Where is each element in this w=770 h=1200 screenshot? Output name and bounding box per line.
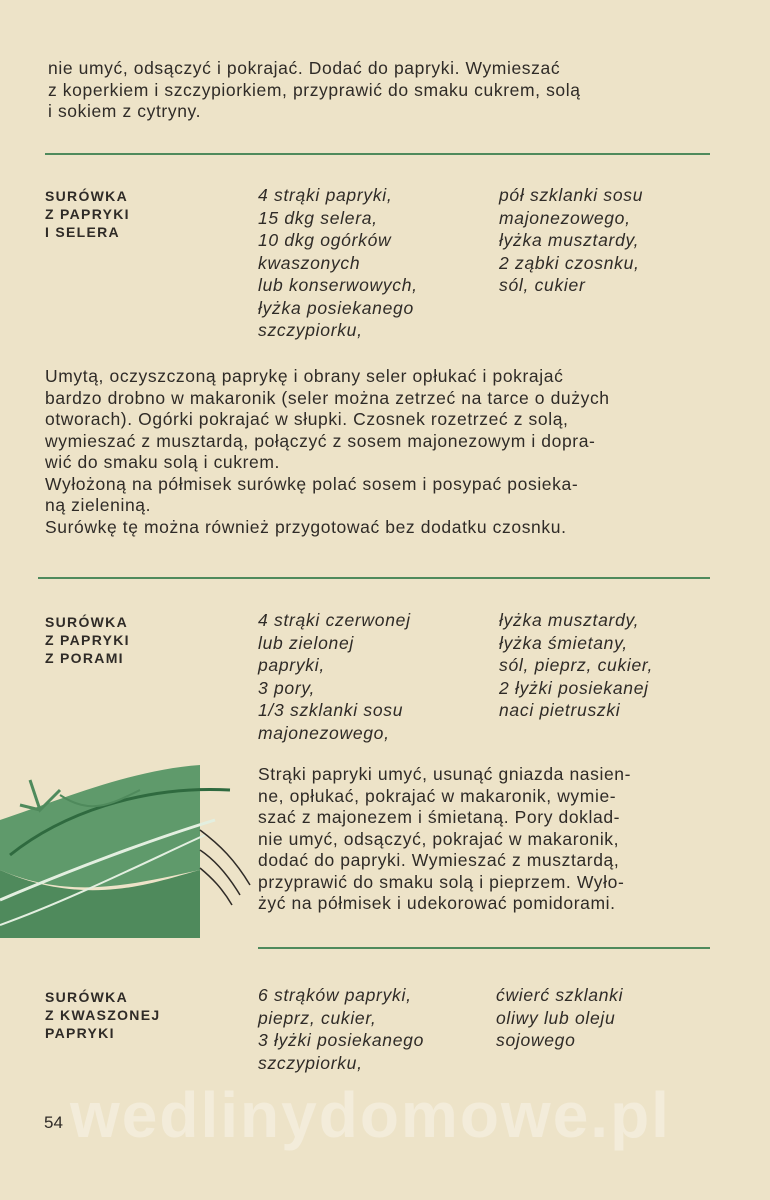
ingredient: lub konserwowych, — [258, 275, 418, 295]
ingredient: lub zielonej — [258, 632, 354, 653]
recipe-method: Strąki papryki umyć, usunąć gniazda nasien- ne, opłukać, pokrajać w makaronik, wymie- szać z majonezem i śmietaną. Pory doklad- nie umyć, odsączyć, pokrajać w makaronik, dodać do papryki. Wymieszać z musztardą, przyprawić do smaku solą i pieprzem. Wyło- żyć na półmisek i udekorować pomidorami. — [258, 764, 632, 913]
ingredient: łyżka posiekanego — [258, 297, 414, 318]
ingredient: 2 łyżki posiekanej — [499, 677, 649, 698]
intro-paragraph — [48, 58, 712, 123]
recipe-method: Umytą, oczyszczoną paprykę i obrany seler opłukać i pokrajać bardzo drobno w makaronik (seler można zetrzeć na tarce o dużych otworach). Ogórki pokrajać w słupki. Czosnek rozetrzeć z solą, wymieszać z musztardą, połączyć z sosem majonezowym i dopra- wić do smaku solą i cukrem. Wyłożoną na półmisek surówkę polać sosem i posypać posieka- ną zieleniną. Surówkę tę można również przygotować bez dodatku czosnku. — [45, 366, 610, 537]
ingredient: kwaszonych — [258, 252, 361, 273]
recipe-title: SURÓWKA Z PAPRYKI I SELERA — [45, 188, 130, 240]
ingredient: 10 dkg ogórków — [258, 230, 392, 250]
ingredients-right — [499, 609, 653, 722]
ingredient: łyżka śmietany, — [499, 632, 628, 653]
ingredient: 1/3 szklanki sosu — [258, 700, 404, 720]
ingredients-left — [258, 984, 424, 1074]
ingredients-left — [258, 609, 411, 744]
ingredients-right — [496, 984, 623, 1052]
ingredient: pół szklanki sosu — [499, 185, 644, 205]
ingredient: 15 dkg selera, — [258, 207, 378, 228]
ingredients-left — [258, 184, 418, 342]
page-number: 54 — [44, 1113, 63, 1132]
ingredients-right — [499, 184, 643, 297]
ingredient: sól, cukier — [499, 275, 586, 295]
ingredient: majonezowego, — [258, 722, 390, 743]
section-divider — [258, 947, 710, 949]
ingredient: łyżka musztardy, — [499, 610, 640, 630]
ingredient: szczypiorku, — [258, 320, 363, 340]
ingredient: majonezowego, — [499, 207, 631, 228]
intro-line: z koperkiem i szczypiorkiem, przyprawić do smaku cukrem, solą — [48, 79, 581, 100]
leek-illustration — [0, 760, 260, 940]
ingredient: 3 łyżki posiekanego — [258, 1030, 425, 1050]
ingredient: sól, pieprz, cukier, — [499, 655, 654, 675]
ingredient: 4 strąki czerwonej — [258, 610, 411, 630]
ingredient: naci pietruszki — [499, 700, 621, 720]
recipe-title: SURÓWKA Z PAPRYKI Z PORAMI — [45, 614, 130, 666]
ingredient: ćwierć szklanki — [496, 985, 624, 1005]
ingredient: papryki, — [258, 655, 325, 675]
intro-line: nie umyć, odsączyć i pokrajać. Dodać do papryki. Wymieszać — [48, 58, 561, 78]
ingredient: 3 pory, — [258, 677, 316, 698]
ingredient: 6 strąków papryki, — [258, 985, 412, 1005]
ingredient: sojowego — [496, 1030, 576, 1050]
recipe-title: SURÓWKA Z KWASZONEJ PAPRYKI — [45, 989, 161, 1041]
ingredient: 2 ząbki czosnku, — [499, 252, 640, 273]
ingredient: oliwy lub oleju — [496, 1007, 616, 1028]
ingredient: szczypiorku, — [258, 1052, 363, 1073]
watermark: wedlinydomowe.pl — [70, 1079, 671, 1151]
ingredient: łyżka musztardy, — [499, 230, 640, 250]
ingredient: pieprz, cukier, — [258, 1007, 377, 1028]
leek-icon — [0, 765, 250, 938]
section-divider — [38, 577, 710, 579]
section-divider — [45, 153, 710, 155]
intro-line: i sokiem z cytryny. — [48, 101, 202, 121]
ingredient: 4 strąki papryki, — [258, 185, 393, 205]
